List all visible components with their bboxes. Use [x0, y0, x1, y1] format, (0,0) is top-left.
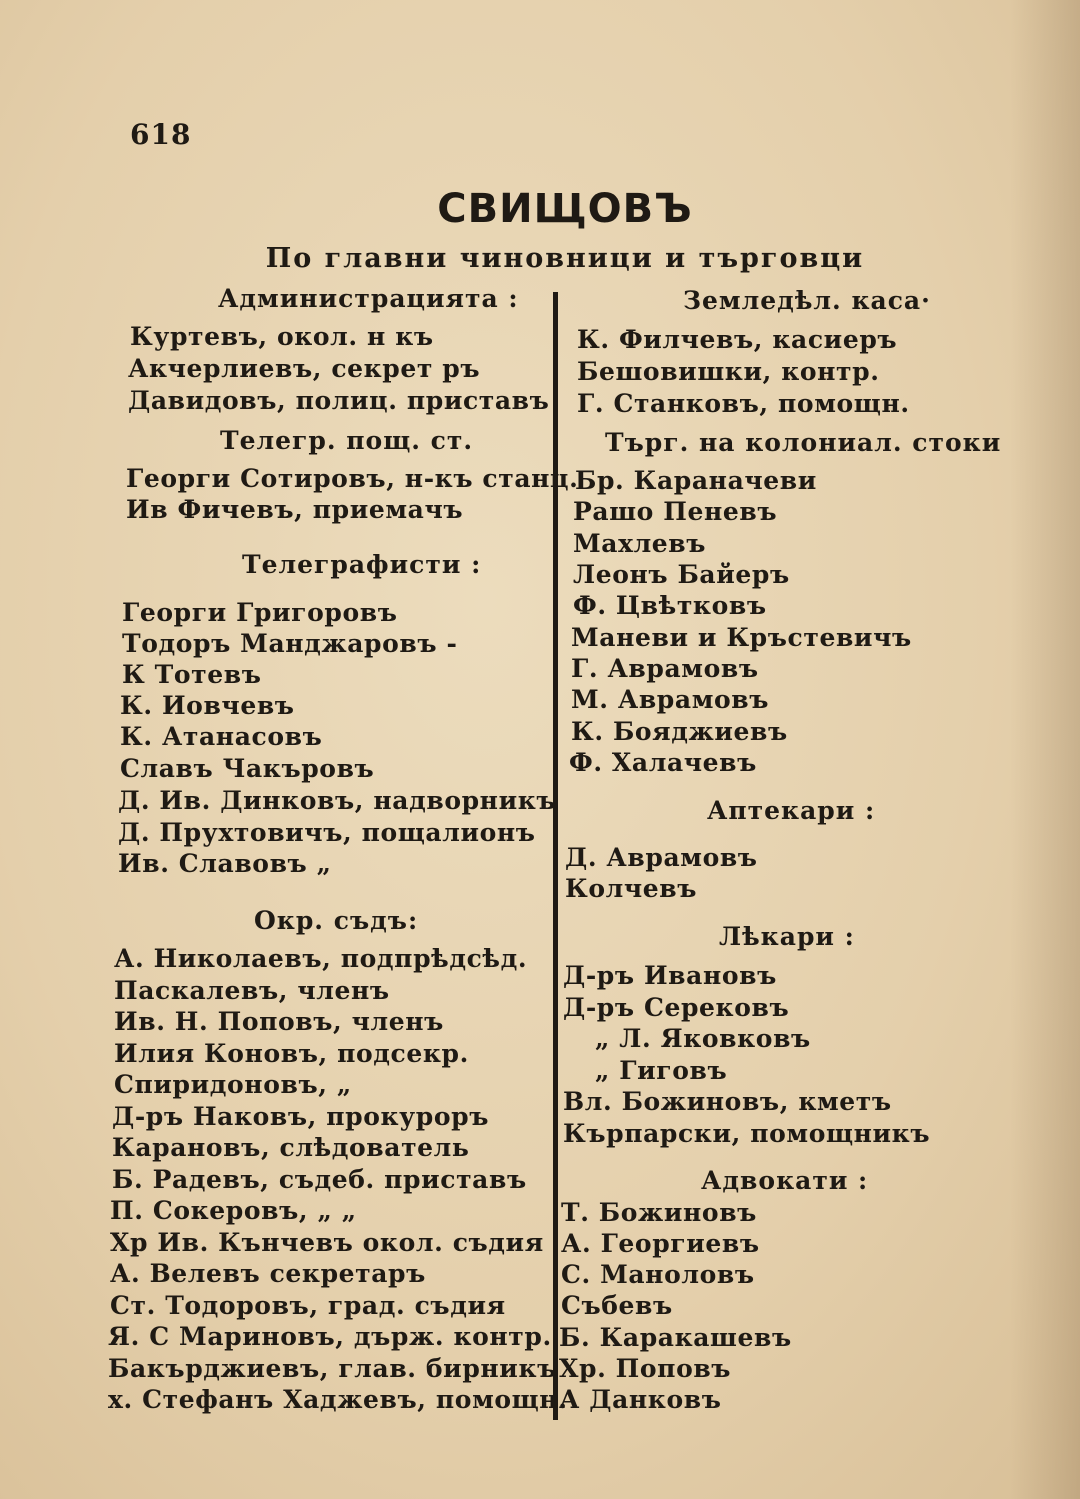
list-item: А. Велевъ секретаръ — [110, 1259, 426, 1288]
list-item: Давидовъ, полиц. приставъ — [128, 386, 550, 415]
list-item: „ Гиговъ — [595, 1056, 728, 1085]
list-item: Славъ Чакъровъ — [120, 754, 375, 783]
section-heading-doctors: Лѣкари : — [719, 922, 855, 951]
list-item: А. Георгиевъ — [561, 1229, 760, 1258]
section-heading-colonial-trade: Търг. на колониал. стоки — [605, 428, 1002, 457]
list-item: Тодоръ Манджаровъ - — [122, 629, 458, 658]
list-item: Илия Коновъ, подсекр. — [114, 1039, 469, 1068]
list-item: Махлевъ — [573, 529, 707, 558]
list-item: Кърпарски, помощникъ — [563, 1119, 931, 1148]
list-item: Хр Ив. Кънчевъ окол. съдия — [110, 1228, 544, 1257]
list-item: Т. Божиновъ — [561, 1198, 757, 1227]
list-item: Ст. Тодоровъ, град. съдия — [110, 1291, 506, 1320]
list-item: Д. Ив. Динковъ, надворникъ — [118, 786, 557, 815]
list-item: С. Маноловъ — [561, 1260, 755, 1289]
list-item: Паскалевъ, членъ — [114, 976, 390, 1005]
list-item: Леонъ Байеръ — [573, 560, 790, 589]
list-item: П. Сокеровъ, „ „ — [110, 1196, 357, 1225]
list-item: Вл. Божиновъ, кметъ — [563, 1087, 892, 1116]
list-item: Бешовишки, контр. — [577, 357, 880, 386]
list-item: Акчерлиевъ, секрет ръ — [128, 354, 481, 383]
list-item: Бакърджиевъ, глав. бирникъ — [108, 1354, 557, 1383]
page-title: СВИЩОВЪ — [437, 186, 693, 232]
list-item: К. Атанасовъ — [120, 722, 323, 751]
section-heading-pharmacists: Аптекари : — [707, 796, 876, 825]
list-item: Д. Прухтовичъ, пощалионъ — [118, 818, 536, 847]
list-item: Ив. Н. Поповъ, членъ — [114, 1007, 444, 1036]
list-item: М. Аврамовъ — [571, 685, 770, 714]
list-item: А Данковъ — [559, 1385, 722, 1414]
list-item: Събевъ — [561, 1291, 673, 1320]
list-item: х. Стефанъ Хаджевъ, помощн. — [108, 1385, 568, 1414]
list-item: Г. Аврамовъ — [571, 654, 759, 683]
list-item: А. Николаевъ, подпрѣдсѣд. — [114, 944, 528, 973]
column-divider — [553, 292, 558, 1420]
list-item: Ив. Славовъ „ — [118, 849, 332, 878]
list-item: Б. Радевъ, съдеб. приставъ — [112, 1165, 527, 1194]
page-number: 618 — [130, 118, 192, 151]
section-heading-administration: Администрацията : — [218, 284, 519, 313]
list-item: Колчевъ — [565, 874, 697, 903]
list-item: Карановъ, слѣдователь — [112, 1133, 470, 1162]
list-item: Я. С Мариновъ, държ. контр. — [108, 1322, 552, 1351]
list-item: Д. Аврамовъ — [565, 843, 758, 872]
list-item: Д-ръ Ивановъ — [563, 961, 777, 990]
list-item: Ив Фичевъ, приемачъ — [126, 495, 464, 524]
list-item: Б. Каракашевъ — [559, 1323, 792, 1352]
section-heading-lawyers: Адвокати : — [701, 1166, 869, 1195]
list-item: Георги Григоровъ — [122, 598, 398, 627]
list-item: Бр. Караначеви — [575, 466, 817, 495]
page-subtitle: По главни чиновници и търговци — [265, 243, 865, 274]
section-heading-telegraphists: Телеграфисти : — [242, 550, 482, 579]
list-item: Д-ръ Серековъ — [563, 993, 790, 1022]
list-item: Спиридоновъ, „ — [114, 1070, 352, 1099]
list-item: „ Л. Яковковъ — [595, 1024, 811, 1053]
section-heading-telegraph-post: Телегр. пощ. ст. — [220, 426, 474, 455]
list-item: Хр. Поповъ — [559, 1354, 732, 1383]
list-item: Г. Станковъ, помощн. — [577, 389, 910, 418]
list-item: Куртевъ, окол. н къ — [130, 322, 434, 351]
list-item: Ф. Цвѣтковъ — [573, 591, 767, 620]
list-item: Ф. Халачевъ — [569, 748, 757, 777]
list-item: Рашо Пеневъ — [573, 497, 778, 526]
list-item: К. Иовчевъ — [120, 691, 295, 720]
list-item: К. Филчевъ, касиеръ — [577, 325, 898, 354]
list-item: Маневи и Кръстевичъ — [571, 623, 912, 652]
list-item: Д-ръ Наковъ, прокуроръ — [112, 1102, 489, 1131]
list-item: К. Бояджиевъ — [571, 717, 788, 746]
list-item: К Тотевъ — [122, 660, 262, 689]
section-heading-agri-bank: Земледѣл. каса· — [683, 286, 931, 315]
section-heading-district-court: Окр. съдъ: — [254, 906, 419, 935]
list-item: Георги Сотировъ, н-къ станц. — [126, 464, 579, 493]
